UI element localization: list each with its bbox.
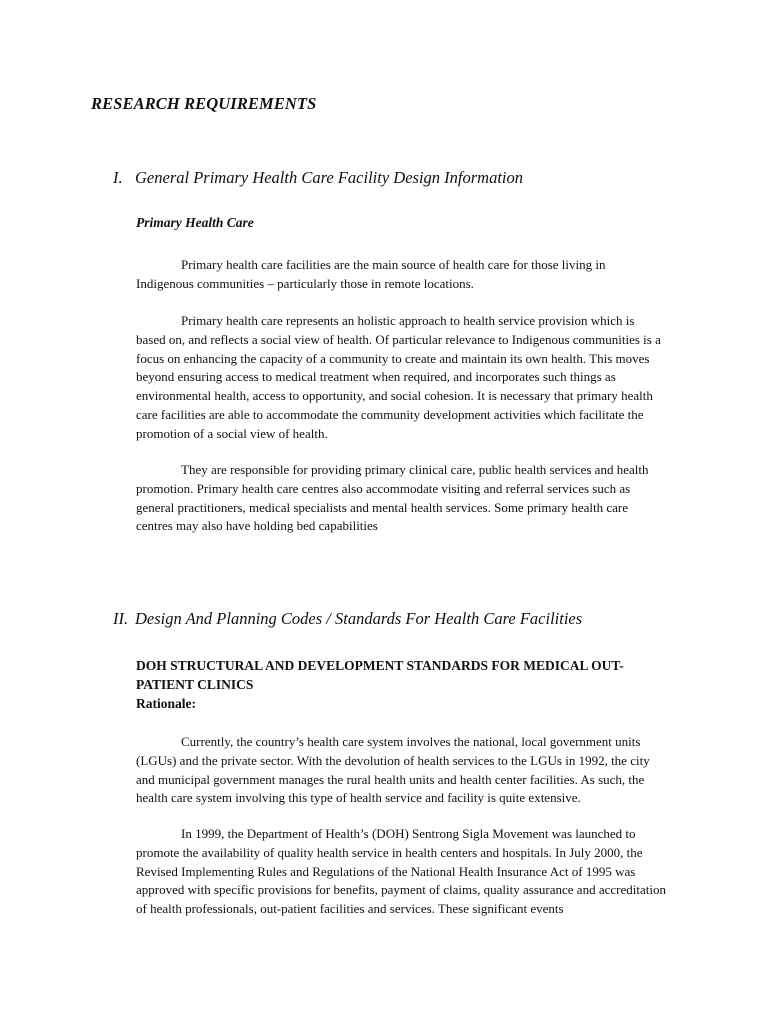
section-1-subheading: Primary Health Care (136, 215, 254, 230)
rationale-label: Rationale: (136, 696, 196, 711)
section-2-number: II. (113, 609, 129, 628)
document-title: RESEARCH REQUIREMENTS (91, 94, 317, 113)
section-1-number: I. (113, 168, 123, 187)
section-1-title: General Primary Health Care Facility Design Information (135, 168, 523, 187)
section-2-paragraph-1: Currently, the country’s health care system involves the national, local government units (LGUs) and the private sector. With the devolution of health services to the LGUs in 1992, the city and municipal government manages the rural health units and health center facilities. As such, the health care system involving this type of health service and facility is quite extensive. (136, 734, 650, 806)
section-2-title: Design And Planning Codes / Standards For Health Care Facilities (135, 609, 583, 628)
section-1-heading (113, 168, 523, 188)
section-1-paragraph-1: Primary health care facilities are the main source of health care for those living in Indigenous communities – particularly those in remote locations. (136, 257, 606, 291)
section-1-paragraph-2: Primary health care represents an holistic approach to health service provision which is based on, and reflects a social view of health. Of particular relevance to Indigenous communities is a focus on enhancing the capacity of a community to create and maintain its own health. This moves beyond ensuring access to medical treatment when required, and incorporates such things as environmental health, access to opportunity, and social cohesion. It is necessary that primary health care facilities are able to accommodate the community development activities which facilitate the promotion of a social view of health. (136, 313, 661, 441)
section-1-paragraph-3: They are responsible for providing primary clinical care, public health services and health promotion. Primary health care centres also accommodate visiting and referral services such as general practitioners, medical specialists and mental health services. Some primary health care centres may also have holding bed capabilities (136, 462, 649, 534)
standards-title: DOH STRUCTURAL AND DEVELOPMENT STANDARDS FOR MEDICAL OUT-PATIENT CLINICS (136, 658, 624, 692)
section-2-heading (113, 609, 582, 629)
section-2-block (136, 656, 666, 713)
section-2-paragraph-2: In 1999, the Department of Health’s (DOH) Sentrong Sigla Movement was launched to promote the availability of quality health service in health centers and hospitals. In July 2000, the Revised Implementing Rules and Regulations of the National Health Insurance Act of 1995 was approved with specific provisions for benefits, payment of claims, quality assurance and accreditation of health professionals, out-patient facilities and services. These significant events (136, 826, 666, 917)
